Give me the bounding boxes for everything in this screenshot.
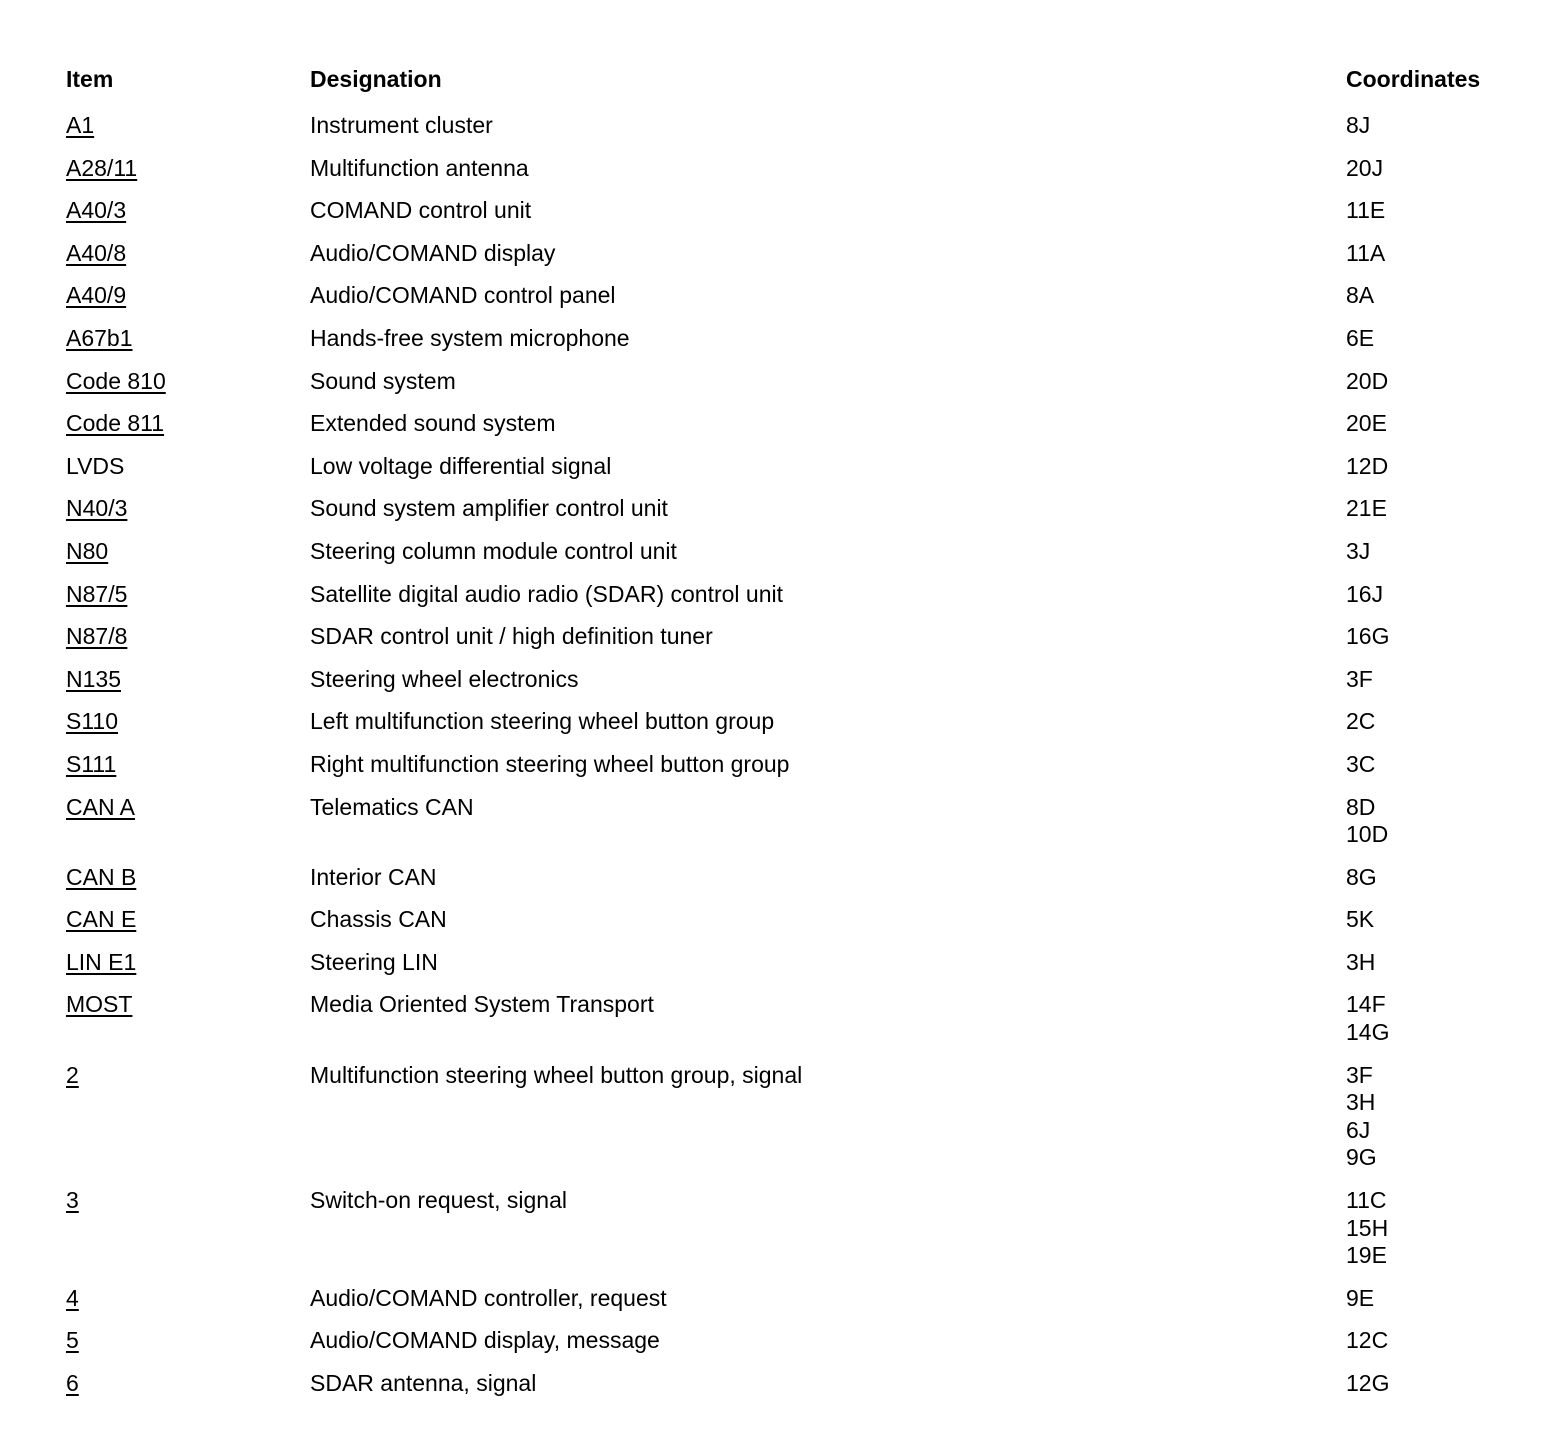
designation-cell: SDAR antenna, signal	[310, 1370, 537, 1396]
coordinate-value: 12C	[1346, 1327, 1389, 1354]
table-row	[66, 701, 1546, 744]
designation-cell: Hands-free system microphone	[310, 324, 630, 351]
item-link[interactable]: CAN A	[66, 793, 136, 820]
table-row	[66, 445, 1546, 488]
coordinates-cell	[1346, 1285, 1546, 1313]
table-row	[66, 1054, 1546, 1179]
item-cell	[66, 538, 310, 566]
coordinate-value: 5K	[1346, 906, 1375, 933]
item-cell	[66, 453, 310, 481]
item-link[interactable]: 6	[66, 1370, 79, 1396]
designation-cell: Chassis CAN	[310, 906, 447, 933]
designation-cell: Switch-on request, signal	[310, 1187, 567, 1214]
table-row	[66, 1320, 1546, 1363]
coordinate-value: 8J	[1346, 112, 1371, 138]
coordinates-cell	[1346, 991, 1546, 1046]
designation-cell: Sound system	[310, 367, 456, 394]
table-row	[66, 856, 1546, 899]
coordinates-cell	[1346, 1327, 1546, 1355]
designation-cell: Satellite digital audio radio (SDAR) control unit	[310, 580, 784, 607]
item-label: LVDS	[66, 452, 125, 479]
item-link[interactable]: CAN E	[66, 906, 137, 933]
coordinate-value: 6E	[1346, 324, 1375, 351]
item-cell	[66, 495, 310, 523]
designation-cell: COMAND control unit	[310, 197, 532, 224]
coordinate-value: 3F	[1346, 665, 1373, 692]
coordinate-value: 3C	[1346, 750, 1376, 777]
coordinate-value: 9G	[1346, 1144, 1377, 1171]
designation-cell: Steering wheel electronics	[310, 665, 579, 692]
coordinate-value: 19E	[1346, 1242, 1387, 1269]
item-link[interactable]: MOST	[66, 991, 133, 1018]
coordinate-value: 8A	[1346, 282, 1375, 309]
item-cell	[66, 1327, 310, 1355]
table-row	[66, 190, 1546, 233]
coordinates-cell	[1346, 240, 1546, 268]
table-row	[66, 530, 1546, 573]
item-cell	[66, 1370, 310, 1398]
item-link[interactable]: LIN E1	[66, 948, 137, 975]
coordinates-cell	[1346, 906, 1546, 934]
table-body	[66, 105, 1546, 1406]
designation-cell: Steering column module control unit	[310, 537, 677, 564]
designation-cell: Sound system amplifier control unit	[310, 495, 668, 522]
item-link[interactable]: N87/8	[66, 623, 128, 650]
table-row	[66, 899, 1546, 942]
item-column-header: Item	[66, 66, 114, 92]
coordinate-value: 11E	[1346, 197, 1386, 224]
designation-cell: Left multifunction steering wheel button group	[310, 708, 775, 735]
coordinates-cell	[1346, 197, 1546, 225]
coordinates-cell	[1346, 495, 1546, 523]
item-link[interactable]: 2	[66, 1061, 79, 1088]
item-cell	[66, 1187, 310, 1215]
table-row	[66, 786, 1546, 856]
item-link[interactable]: S110	[66, 708, 119, 735]
designation-cell: Interior CAN	[310, 863, 437, 890]
coordinate-value: 21E	[1346, 495, 1387, 522]
table-row	[66, 573, 1546, 616]
table-row	[66, 360, 1546, 403]
coordinates-cell	[1346, 708, 1546, 736]
item-cell	[66, 949, 310, 977]
item-link[interactable]: A67b1	[66, 324, 133, 351]
designation-cell: Audio/COMAND display	[310, 239, 556, 266]
designation-cell: Instrument cluster	[310, 112, 493, 138]
coordinate-value: 12G	[1346, 1370, 1390, 1396]
table-row	[66, 1277, 1546, 1320]
coordinates-cell	[1346, 751, 1546, 779]
designation-cell: Multifunction antenna	[310, 154, 529, 181]
coordinates-cell	[1346, 453, 1546, 481]
coordinates-cell	[1346, 1370, 1546, 1398]
coordinate-value: 14G	[1346, 1019, 1390, 1046]
item-cell	[66, 864, 310, 892]
coordinate-value: 10D	[1346, 821, 1389, 848]
designation-cell: Audio/COMAND controller, request	[310, 1284, 667, 1311]
coordinates-cell	[1346, 623, 1546, 651]
designation-cell: Extended sound system	[310, 410, 556, 437]
item-link[interactable]: 5	[66, 1327, 79, 1354]
item-cell	[66, 751, 310, 779]
designation-cell: Audio/COMAND control panel	[310, 282, 616, 309]
coordinate-value: 3F	[1346, 1061, 1373, 1088]
coordinates-cell	[1346, 368, 1546, 396]
table-row	[66, 105, 1546, 148]
item-cell	[66, 708, 310, 736]
item-cell	[66, 1285, 310, 1313]
designation-cell: Telematics CAN	[310, 793, 474, 820]
designation-cell: Audio/COMAND display, message	[310, 1327, 660, 1354]
table-row	[66, 941, 1546, 984]
coordinates-cell	[1346, 112, 1546, 140]
table-row	[66, 1363, 1546, 1406]
item-link[interactable]: A40/3	[66, 197, 127, 224]
item-link[interactable]: N40/3	[66, 495, 128, 522]
item-cell	[66, 240, 310, 268]
item-cell	[66, 112, 310, 140]
item-cell	[66, 282, 310, 310]
item-link[interactable]: A40/8	[66, 239, 127, 266]
table-row	[66, 658, 1546, 701]
item-cell	[66, 325, 310, 353]
item-link[interactable]: 3	[66, 1187, 79, 1214]
item-cell	[66, 155, 310, 183]
legend-table	[66, 62, 1546, 1405]
table-row	[66, 403, 1546, 446]
coordinate-value: 6J	[1346, 1116, 1371, 1143]
coordinate-value: 16G	[1346, 623, 1390, 650]
coordinates-cell	[1346, 794, 1546, 849]
coordinate-value: 8G	[1346, 863, 1377, 890]
coordinate-value: 12D	[1346, 452, 1389, 479]
table-row	[66, 1180, 1546, 1278]
designation-cell: Multifunction steering wheel button group, signal	[310, 1061, 803, 1088]
item-cell	[66, 1062, 310, 1090]
coordinate-value: 8D	[1346, 793, 1376, 820]
item-link[interactable]: S111	[66, 750, 117, 777]
coordinate-value: 16J	[1346, 580, 1384, 607]
item-cell	[66, 197, 310, 225]
table-row	[66, 275, 1546, 318]
table-row	[66, 616, 1546, 659]
designation-cell: Media Oriented System Transport	[310, 991, 654, 1018]
table-row	[66, 147, 1546, 190]
item-cell	[66, 794, 310, 822]
designation-column-header: Designation	[310, 66, 442, 92]
coordinate-value: 9E	[1346, 1284, 1375, 1311]
coordinates-column-header: Coordinates	[1346, 66, 1481, 92]
coordinates-cell	[1346, 1187, 1546, 1270]
item-cell	[66, 581, 310, 609]
coordinate-value: 14F	[1346, 991, 1386, 1018]
coordinate-value: 20E	[1346, 410, 1387, 437]
coordinates-cell	[1346, 1062, 1546, 1172]
item-link[interactable]: CAN B	[66, 863, 137, 890]
coordinates-cell	[1346, 155, 1546, 183]
coordinate-value: 15H	[1346, 1214, 1389, 1241]
designation-cell: Right multifunction steering wheel button group	[310, 750, 790, 777]
table-row	[66, 317, 1546, 360]
table-row	[66, 232, 1546, 275]
coordinates-cell	[1346, 666, 1546, 694]
item-link[interactable]: A40/9	[66, 282, 127, 309]
coordinates-cell	[1346, 325, 1546, 353]
item-link[interactable]: A28/11	[66, 154, 138, 181]
coordinate-value: 11C	[1346, 1187, 1387, 1214]
item-cell	[66, 906, 310, 934]
coordinate-value: 3H	[1346, 1089, 1376, 1116]
coordinates-cell	[1346, 282, 1546, 310]
table-row	[66, 488, 1546, 531]
item-link[interactable]: 4	[66, 1284, 79, 1311]
table-row	[66, 984, 1546, 1054]
item-link[interactable]: Code 811	[66, 410, 165, 437]
coordinates-cell	[1346, 410, 1546, 438]
designation-cell: SDAR control unit / high definition tuner	[310, 623, 713, 650]
item-cell	[66, 368, 310, 396]
item-link[interactable]: N80	[66, 537, 109, 564]
coordinates-cell	[1346, 538, 1546, 566]
coordinate-value: 2C	[1346, 708, 1376, 735]
item-cell	[66, 991, 310, 1019]
table-header	[66, 62, 1546, 105]
item-cell	[66, 666, 310, 694]
coordinates-cell	[1346, 864, 1546, 892]
coordinate-value: 20J	[1346, 154, 1384, 181]
item-link[interactable]: Code 810	[66, 367, 166, 394]
coordinates-cell	[1346, 581, 1546, 609]
designation-cell: Low voltage differential signal	[310, 452, 612, 479]
coordinates-cell	[1346, 949, 1546, 977]
item-cell	[66, 623, 310, 651]
item-link[interactable]: N87/5	[66, 580, 128, 607]
coordinate-value: 3H	[1346, 948, 1376, 975]
coordinate-value: 20D	[1346, 367, 1389, 394]
item-link[interactable]: N135	[66, 665, 121, 692]
designation-cell: Steering LIN	[310, 948, 438, 975]
table-row	[66, 743, 1546, 786]
coordinate-value: 11A	[1346, 239, 1386, 266]
item-cell	[66, 410, 310, 438]
coordinate-value: 3J	[1346, 537, 1371, 564]
item-link[interactable]: A1	[66, 112, 95, 138]
